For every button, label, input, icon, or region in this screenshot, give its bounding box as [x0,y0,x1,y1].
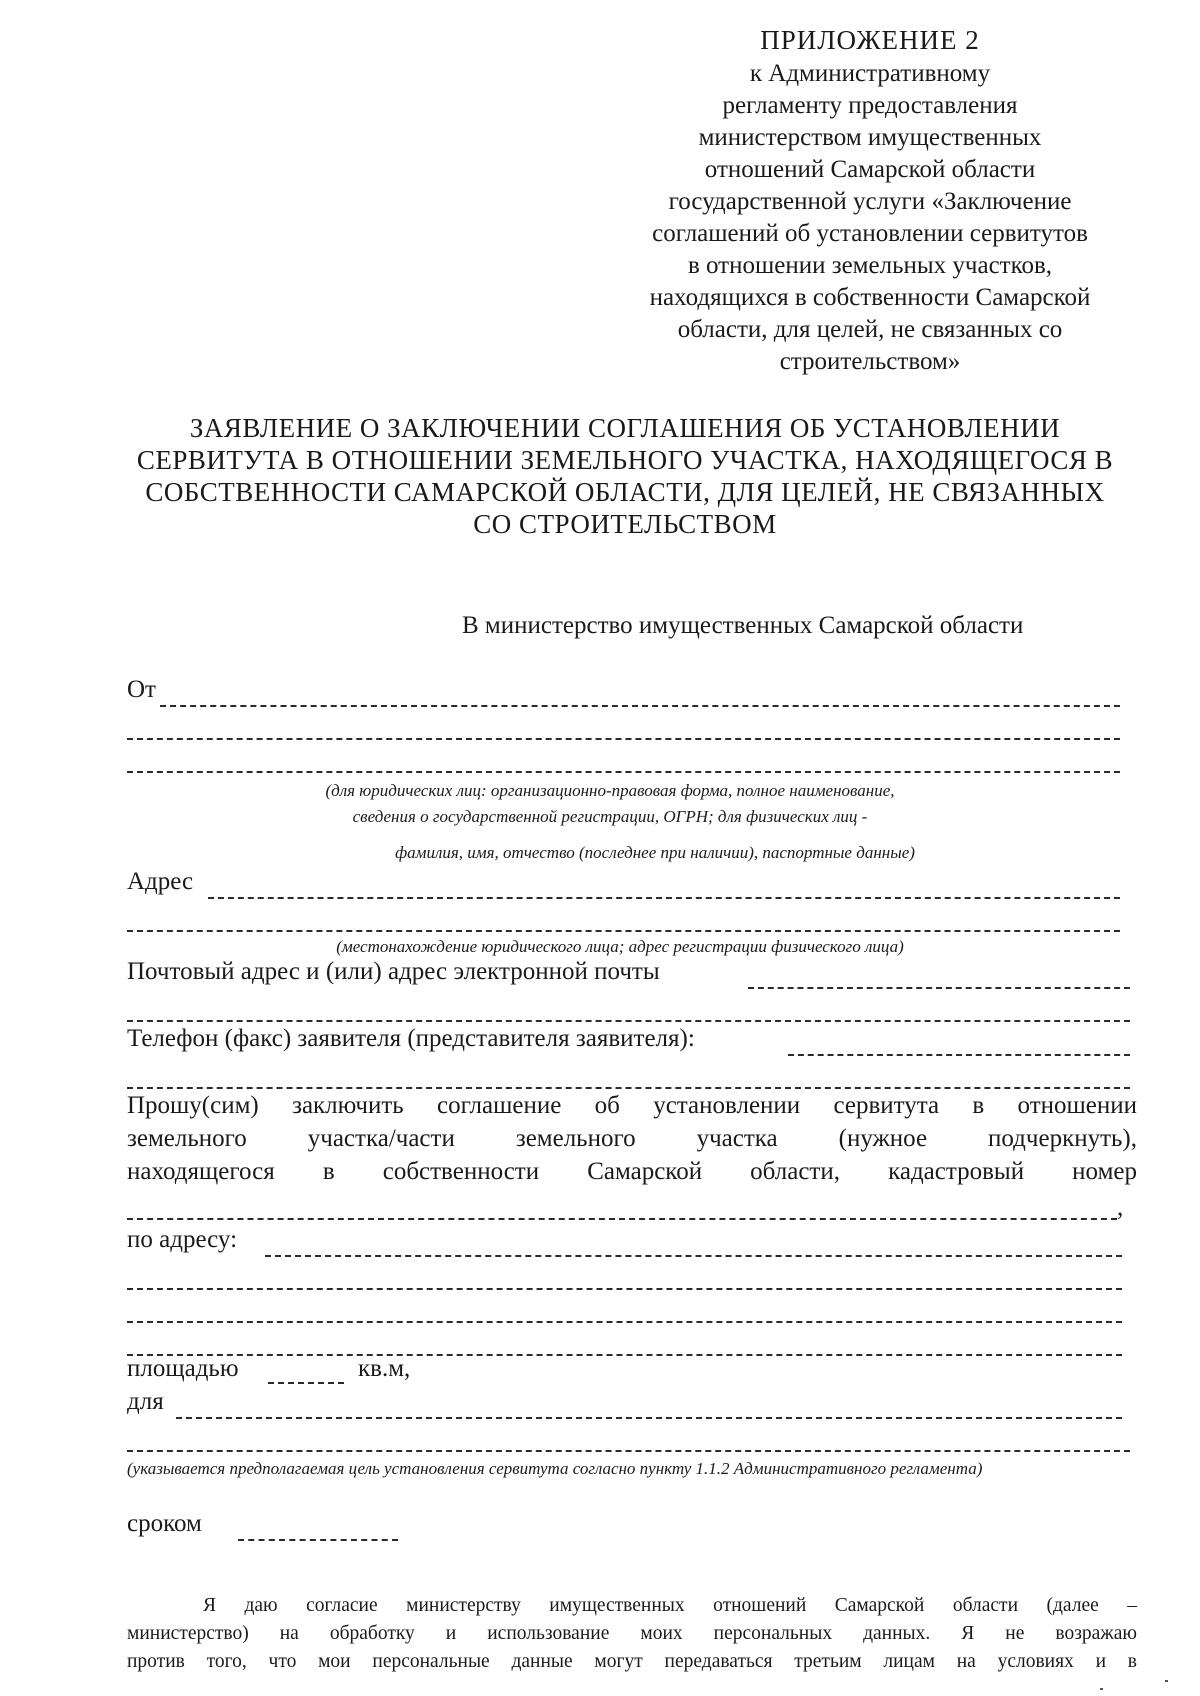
location-field-line-2[interactable] [127,1288,1122,1290]
address-label: Адрес [127,868,194,895]
consent-line-1: Я даю согласие министерству имущественных отношений Самарской области (далее – [203,1595,1137,1616]
scan-speck [1100,1688,1103,1690]
cadastral-suffix: , [1117,1194,1124,1221]
appendix-line: в отношении земельных участков, [687,252,1053,279]
area-label: площадью [127,1355,239,1382]
document-title-line: СЕРВИТУТА В ОТНОШЕНИИ ЗЕМЕЛЬНОГО УЧАСТКА, НАХОДЯЩЕГОСЯ В [136,445,1114,475]
purpose-field-line-2[interactable] [127,1450,1130,1452]
from-field[interactable] [160,705,1120,707]
purpose-label: для [127,1388,164,1415]
location-field-line-4[interactable] [127,1354,1122,1356]
phone-label: Телефон (факс) заявителя (представителя заявителя): [127,1025,695,1052]
appendix-title: ПРИЛОЖЕНИЕ 2 [760,25,980,55]
appendix-line: к Административному [749,60,991,87]
request-line-3: находящегося в собственности Самарской области, кадастровый номер [127,1158,1137,1185]
from-hint-line-3: фамилия, имя, отчество (последнее при наличии), паспортные данные) [395,843,915,862]
from-hint-line-2: сведения о государственной регистрации, ОГРН; для физических лиц - [352,807,868,826]
location-label: по адресу: [127,1226,238,1253]
address-hint: (местонахождение юридического лица; адрес регистрации физического лица) [336,937,904,956]
phone-field-line-2[interactable] [127,1087,1130,1089]
document-title-line: СО СТРОИТЕЛЬСТВОМ [473,509,777,539]
term-field[interactable] [238,1539,398,1541]
from-label: От [127,676,156,703]
postal-address-label: Почтовый адрес и (или) адрес электронной почты [127,958,660,985]
area-unit: кв.м, [358,1355,411,1382]
request-line-1: Прошу(сим) заключить соглашение об установлении сервитута в отношении [127,1092,1137,1119]
from-hint-line-1: (для юридических лиц: организационно-правовая форма, полное наименование, [325,781,895,800]
addressee: В министерство имущественных Самарской области [462,612,1024,639]
appendix-line: находящихся в собственности Самарской [649,284,1091,311]
term-label: сроком [127,1510,202,1537]
location-field-line-3[interactable] [127,1321,1122,1323]
appendix-line: государственной услуги «Заключение [668,188,1072,215]
consent-line-2: министерство) на обработку и использование моих персональных данных. Я не возражаю [127,1623,1137,1644]
appendix-line: регламенту предоставления [722,92,1018,119]
appendix-line: строительством» [779,348,961,375]
appendix-line: отношений Самарской области [704,156,1036,183]
postal-address-field-line-2[interactable] [127,1020,1130,1022]
document-title-line: ЗАЯВЛЕНИЕ О ЗАКЛЮЧЕНИИ СОГЛАШЕНИЯ ОБ УСТАНОВЛЕНИИ [189,413,1061,443]
address-field[interactable] [208,897,1120,899]
phone-field[interactable] [788,1054,1130,1056]
consent-line-3: против того, что мои персональные данные могут передаваться третьим лицам на условиях и в [127,1651,1137,1672]
appendix-line: министерством имущественных [698,124,1042,151]
document-title [110,412,1140,540]
appendix-header [600,22,1140,378]
document-title-line: СОБСТВЕННОСТИ САМАРСКОЙ ОБЛАСТИ, ДЛЯ ЦЕЛЕЙ, НЕ СВЯЗАННЫХ [145,477,1105,507]
scan-speck [1165,1680,1168,1682]
appendix-line: области, для целей, не связанных со [677,316,1063,343]
from-field-line-3[interactable] [127,771,1120,773]
request-line-2: земельного участка/части земельного участка (нужное подчеркнуть), [127,1125,1137,1152]
purpose-field[interactable] [176,1417,1122,1419]
purpose-hint: (указывается предполагаемая цель установления сервитута согласно пункту 1.1.2 Административного регламента) [127,1459,983,1478]
location-field[interactable] [265,1255,1122,1257]
appendix-line: соглашений об установлении сервитутов [652,220,1088,247]
address-field-line-2[interactable] [127,930,1120,932]
area-field[interactable] [268,1382,344,1384]
postal-address-field[interactable] [748,987,1130,989]
from-field-line-2[interactable] [127,738,1120,740]
cadastral-number-field[interactable] [127,1218,1117,1220]
